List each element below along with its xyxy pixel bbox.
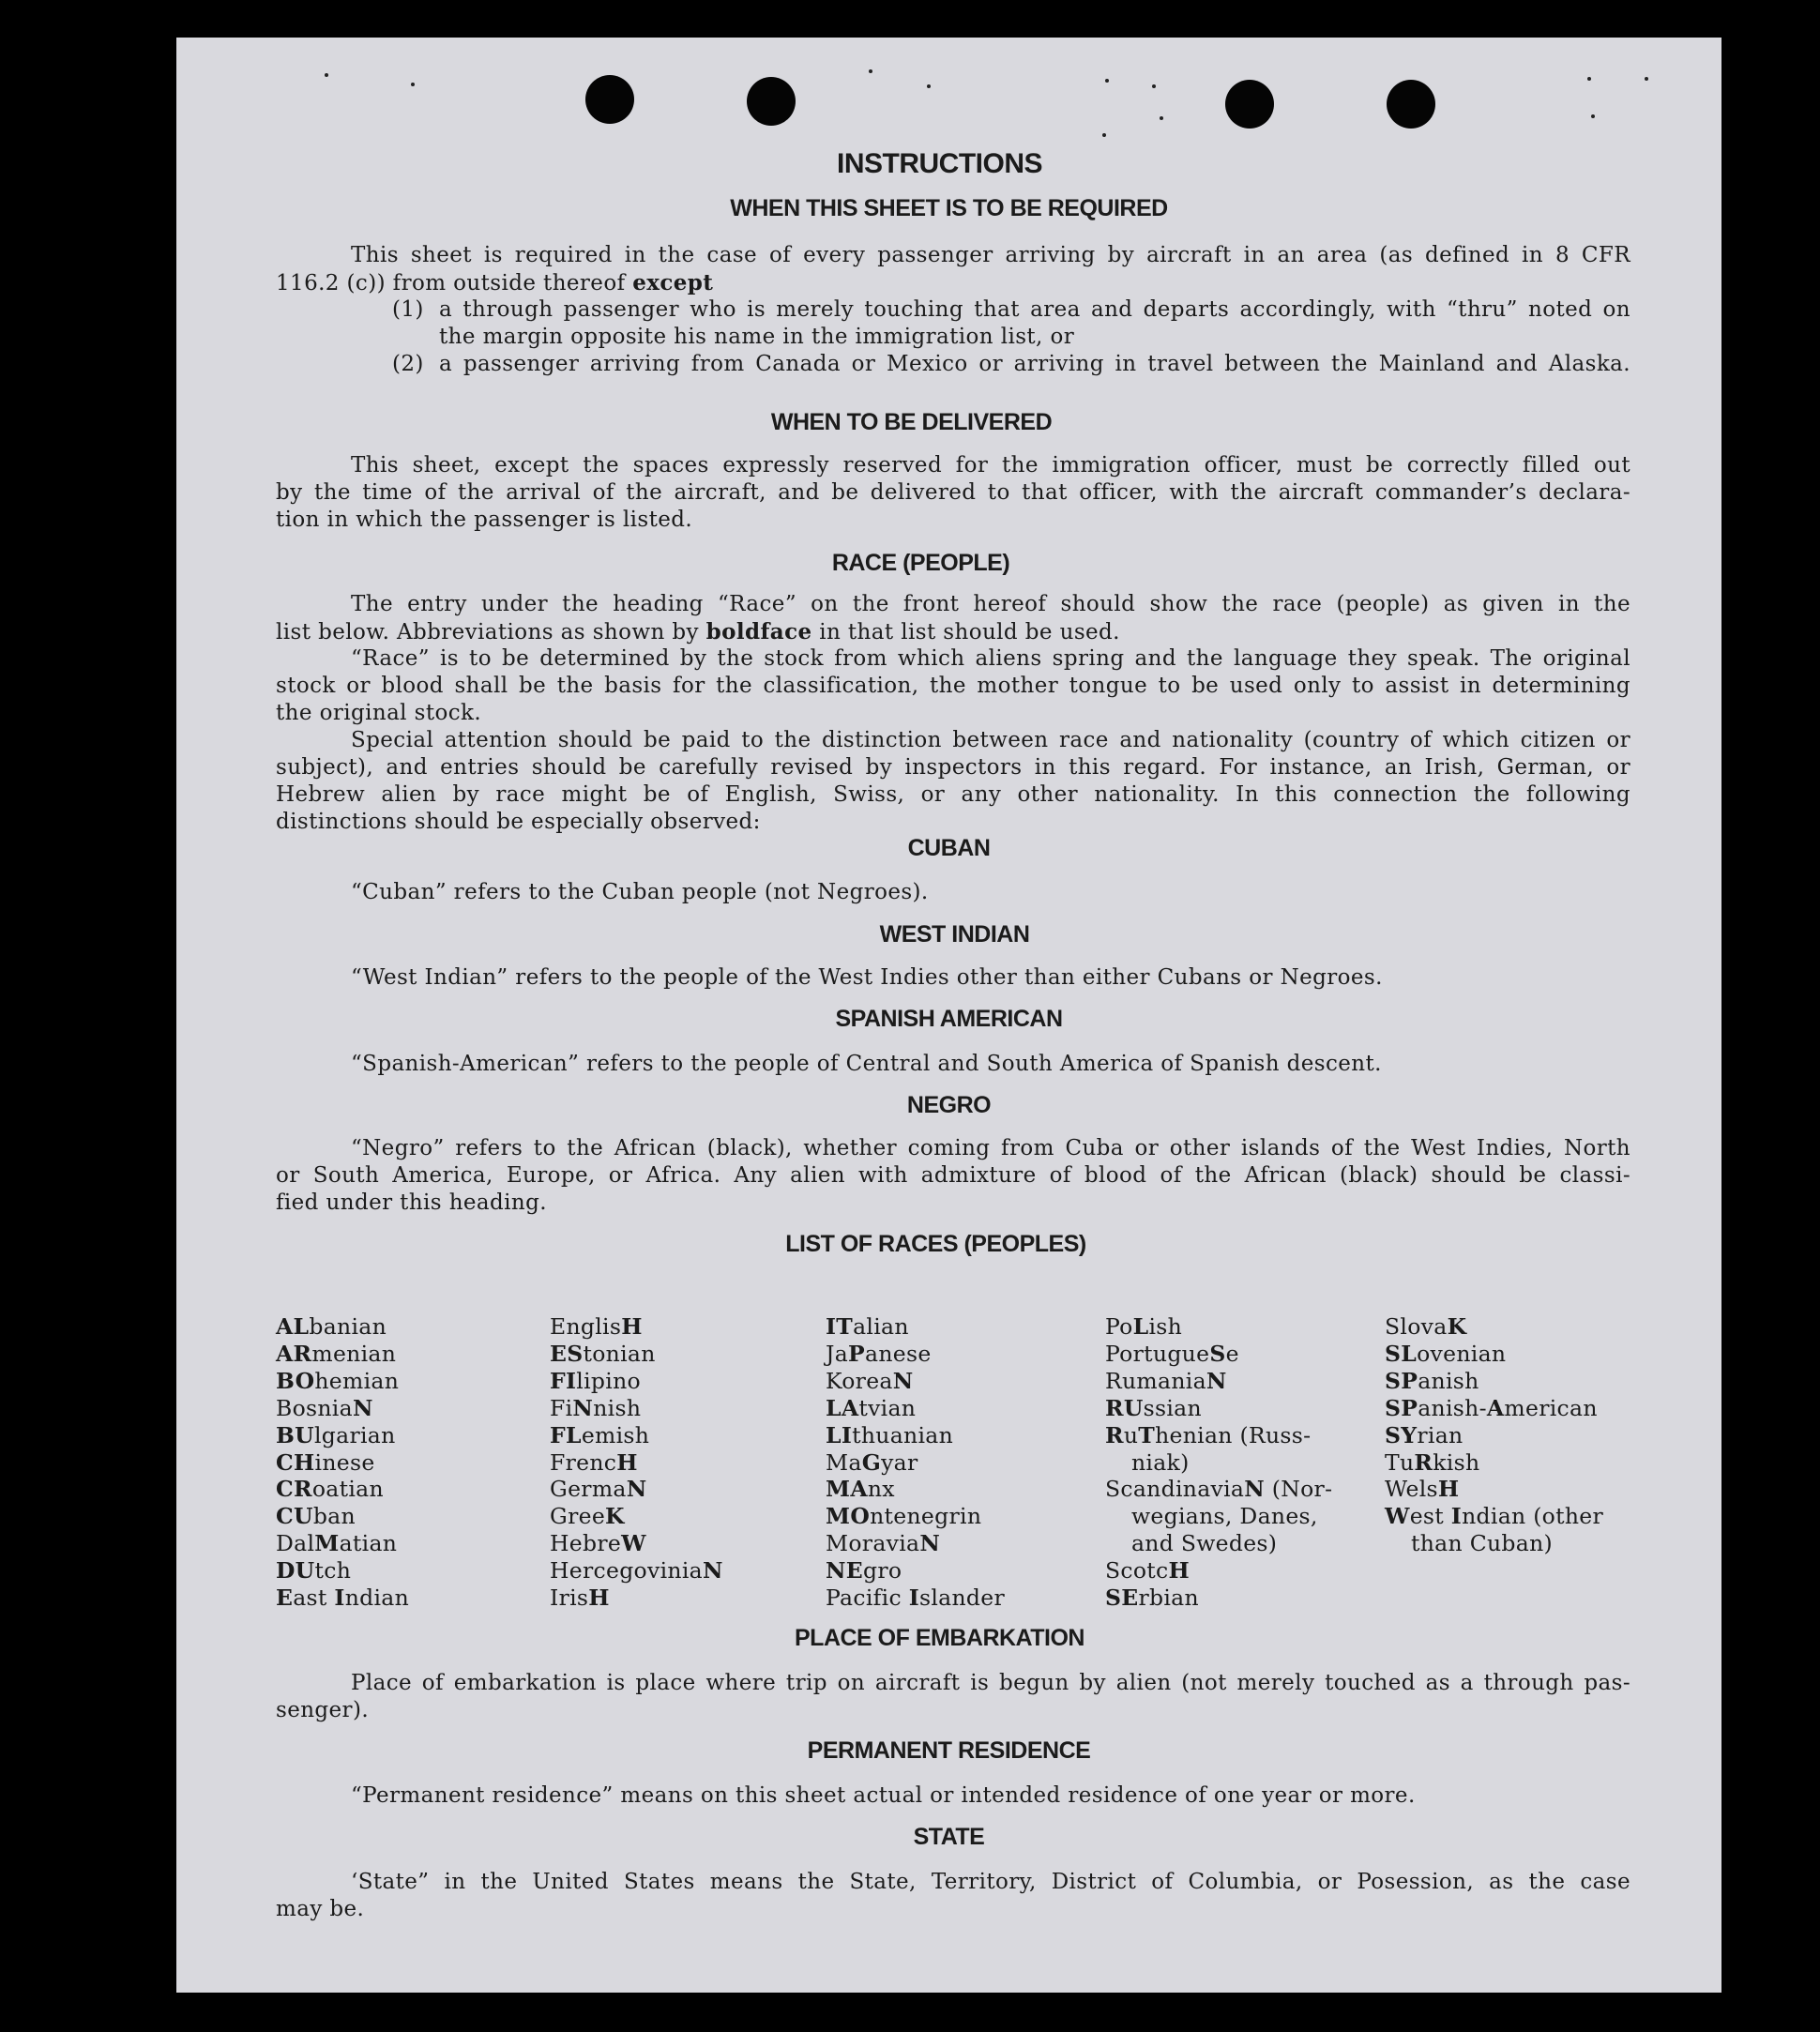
race-abbreviation: CR <box>276 1476 312 1503</box>
paragraph-line: or South America, Europe, or Africa. Any alien with admixture of blood of the African (black) should be classi- <box>276 1163 1630 1188</box>
race-text: thuanian <box>852 1421 954 1448</box>
race-abbreviation: I <box>908 1585 919 1612</box>
race-abbreviation: NE <box>826 1557 863 1585</box>
race-entry <box>1105 1585 1332 1612</box>
race-entry <box>826 1449 1005 1477</box>
race-text: ntenegrin <box>870 1503 982 1530</box>
race-entry <box>276 1341 409 1368</box>
race-text: tvian <box>858 1394 917 1421</box>
speck <box>325 73 328 77</box>
race-abbreviation: ES <box>550 1340 584 1367</box>
race-text: kish <box>1433 1448 1480 1476</box>
race-entry <box>550 1557 723 1585</box>
race-entry <box>1105 1395 1332 1422</box>
race-text: Korea <box>826 1367 893 1394</box>
race-abbreviation: I <box>334 1585 345 1612</box>
race-entry <box>550 1395 723 1422</box>
race-entry <box>550 1341 723 1368</box>
speck <box>1591 114 1595 118</box>
race-abbreviation: P <box>848 1340 866 1367</box>
race-abbreviation: M <box>314 1530 340 1557</box>
speck <box>1160 116 1163 120</box>
paragraph-line: “Spanish-American” refers to the people of Central and South America of Spanish descent. <box>351 1052 1382 1076</box>
race-abbreviation: RU <box>1105 1394 1144 1421</box>
race-entry <box>550 1585 723 1612</box>
section-heading-cuban: CUBAN <box>907 835 991 861</box>
race-text: emish <box>581 1421 650 1448</box>
speck <box>1102 133 1106 137</box>
race-abbreviation: W <box>621 1530 646 1557</box>
paragraph-line: tion in which the passenger is listed. <box>276 508 693 532</box>
race-entry <box>550 1422 723 1449</box>
race-text: yar <box>881 1448 918 1476</box>
race-entry <box>1385 1503 1603 1530</box>
race-abbreviation: DU <box>276 1557 315 1585</box>
race-entry <box>276 1585 409 1612</box>
race-text: ish <box>1148 1313 1183 1340</box>
punch-hole <box>1387 80 1435 129</box>
race-text: ssian <box>1143 1394 1202 1421</box>
race-text: rian <box>1417 1421 1464 1448</box>
speck <box>411 83 415 86</box>
paragraph-line: stock or blood shall be the basis for the classification, the mother tongue to be used only to assist in determining <box>276 674 1630 698</box>
race-entry <box>826 1368 1005 1395</box>
section-heading-state: STATE <box>913 1824 985 1850</box>
race-text: e <box>1225 1340 1239 1367</box>
race-text: Hebre <box>550 1530 622 1557</box>
paragraph-line: “West Indian” refers to the people of the West Indies other than either Cubans or Negroes. <box>351 965 1383 990</box>
document-page <box>176 38 1721 1993</box>
speck <box>1587 77 1591 81</box>
race-text: Rumania <box>1105 1367 1206 1394</box>
race-abbreviation: S <box>1209 1340 1226 1367</box>
race-text: ban <box>312 1503 356 1530</box>
race-abbreviation: SP <box>1385 1367 1418 1394</box>
race-abbreviation: CU <box>276 1503 313 1530</box>
race-entry <box>1385 1422 1603 1449</box>
race-text: Germa <box>550 1476 627 1503</box>
race-text: Portugue <box>1105 1340 1210 1367</box>
race-entry <box>826 1476 1005 1503</box>
race-entry <box>1385 1530 1603 1557</box>
punch-hole <box>1225 80 1274 129</box>
bold-word: except <box>632 270 714 296</box>
race-text: niak) <box>1131 1448 1190 1476</box>
race-abbreviation: SP <box>1385 1394 1418 1421</box>
speck <box>1152 84 1156 88</box>
race-text: anese <box>865 1340 932 1367</box>
race-text: Ja <box>826 1340 849 1367</box>
race-entry <box>550 1368 723 1395</box>
race-entry <box>826 1341 1005 1368</box>
race-entry <box>1105 1503 1332 1530</box>
text-span: 116.2 (c)) from outside thereof <box>276 271 633 296</box>
paragraph-line: distinctions should be especially observed: <box>276 810 761 834</box>
race-abbreviation: MO <box>826 1503 871 1530</box>
race-abbreviation: A <box>1486 1394 1505 1421</box>
race-text: Tu <box>1385 1448 1415 1476</box>
race-abbreviation: H <box>588 1585 610 1612</box>
race-abbreviation: N <box>702 1557 723 1585</box>
speck <box>1645 77 1648 81</box>
race-text: Moravia <box>826 1530 920 1557</box>
speck <box>869 69 872 73</box>
race-entry <box>1105 1557 1332 1585</box>
race-text: Hercegovinia <box>550 1557 703 1585</box>
race-abbreviation: N <box>892 1367 914 1394</box>
race-entry <box>276 1368 409 1395</box>
race-entry <box>550 1476 723 1503</box>
section-heading-residence: PERMANENT RESIDENCE <box>807 1737 1091 1764</box>
race-entry <box>1385 1449 1603 1477</box>
race-abbreviation: AR <box>276 1340 312 1367</box>
race-abbreviation: R <box>1414 1448 1433 1476</box>
race-entry <box>1105 1449 1332 1477</box>
race-text: Englis <box>550 1313 622 1340</box>
paragraph-line: Place of embarkation is place where trip on aircraft is begun by alien (not merely touched as a through pas- <box>351 1671 1630 1695</box>
race-text: nish <box>593 1394 642 1421</box>
race-entry <box>276 1449 409 1477</box>
paragraph-line: “Cuban” refers to the Cuban people (not Negroes). <box>351 880 929 904</box>
race-text: alian <box>853 1313 909 1340</box>
speck <box>927 84 931 88</box>
bold-word: boldface <box>705 619 812 644</box>
race-entry <box>826 1585 1005 1612</box>
race-text: nx <box>867 1476 895 1503</box>
races-column <box>276 1313 409 1612</box>
race-text: lgarian <box>313 1421 396 1448</box>
race-text: ast <box>293 1585 335 1612</box>
race-entry <box>550 1313 723 1341</box>
race-text: Gree <box>550 1503 606 1530</box>
race-text: Iris <box>550 1585 589 1612</box>
race-text: atian <box>339 1530 398 1557</box>
race-text: banian <box>309 1313 387 1340</box>
paragraph-line <box>276 618 1630 646</box>
paragraph-line: ‘State” in the United States means the State, Territory, District of Columbia, or Posession, as the case <box>351 1870 1630 1894</box>
race-entry <box>1105 1368 1332 1395</box>
race-entry <box>826 1395 1005 1422</box>
race-abbreviation: MA <box>826 1476 868 1503</box>
race-text: Scotc <box>1105 1557 1169 1585</box>
race-abbreviation: G <box>861 1448 882 1476</box>
paragraph-line: “Negro” refers to the African (black), whether coming from Cuba or other islands of the West Indies, North <box>351 1136 1630 1160</box>
race-entry <box>826 1503 1005 1530</box>
paragraph-line: The entry under the heading “Race” on the front hereof should show the race (people) as given in the <box>351 592 1630 616</box>
race-abbreviation: AL <box>276 1313 310 1340</box>
race-abbreviation: H <box>1437 1476 1460 1503</box>
race-abbreviation: W <box>1385 1503 1410 1530</box>
race-abbreviation: BO <box>276 1367 315 1394</box>
punch-hole <box>747 77 796 126</box>
text-span: in that list should be used. <box>811 620 1120 644</box>
list-item-line: a through passenger who is merely touching that area and departs accordingly, with “thru” noted on <box>439 297 1630 322</box>
race-abbreviation: LI <box>826 1421 853 1448</box>
section-heading-negro: NEGRO <box>906 1092 992 1118</box>
list-number: (1) <box>392 297 424 322</box>
race-entry <box>826 1313 1005 1341</box>
race-abbreviation: N <box>1244 1476 1265 1503</box>
race-abbreviation: N <box>919 1530 941 1557</box>
race-abbreviation: H <box>621 1313 643 1340</box>
race-entry <box>1385 1313 1603 1341</box>
list-number: (2) <box>392 352 424 376</box>
race-entry <box>1105 1422 1332 1449</box>
race-abbreviation: FL <box>550 1421 582 1448</box>
race-abbreviation: CH <box>276 1448 315 1476</box>
race-abbreviation: T <box>1138 1421 1156 1448</box>
race-abbreviation: L <box>1132 1313 1149 1340</box>
race-text: wegians, Danes, <box>1131 1503 1318 1530</box>
race-entry <box>826 1422 1005 1449</box>
race-entry <box>826 1557 1005 1585</box>
page-title: INSTRUCTIONS <box>837 148 1042 179</box>
race-text: inese <box>314 1448 375 1476</box>
punch-hole <box>585 75 634 124</box>
race-text: Frenc <box>550 1448 617 1476</box>
speck <box>1105 79 1109 83</box>
race-text: Dal <box>276 1530 315 1557</box>
race-text: Ma <box>826 1448 862 1476</box>
race-text: Po <box>1105 1313 1133 1340</box>
race-entry <box>276 1422 409 1449</box>
race-text: ndian (other <box>1462 1503 1604 1530</box>
section-heading-west-indian: WEST INDIAN <box>879 921 1030 948</box>
race-text: menian <box>311 1340 397 1367</box>
race-text: slander <box>919 1585 1006 1612</box>
race-entry <box>276 1395 409 1422</box>
race-abbreviation: IT <box>826 1313 854 1340</box>
race-entry <box>1385 1368 1603 1395</box>
race-text: ndian <box>344 1585 410 1612</box>
race-text: Bosnia <box>276 1394 353 1421</box>
race-entry <box>1105 1341 1332 1368</box>
races-column <box>1105 1313 1332 1612</box>
section-heading-required: WHEN THIS SHEET IS TO BE REQUIRED <box>730 195 1168 221</box>
race-text: oatian <box>311 1476 384 1503</box>
paragraph-line: senger). <box>276 1698 370 1722</box>
race-abbreviation: H <box>616 1448 638 1476</box>
section-heading-delivered: WHEN TO BE DELIVERED <box>770 409 1053 435</box>
race-text: lipino <box>576 1367 641 1394</box>
race-text: anish- <box>1418 1394 1487 1421</box>
race-abbreviation: R <box>1105 1421 1124 1448</box>
paragraph-line: subject), and entries should be carefully revised by inspectors in this regard. For instance, an Irish, German, or <box>276 755 1630 780</box>
race-abbreviation: SE <box>1105 1585 1139 1612</box>
paragraph-line: “Race” is to be determined by the stock from which aliens spring and the language they speak. The original <box>351 646 1630 671</box>
paragraph-line: Special attention should be paid to the distinction between race and nationality (country of which citizen or <box>351 728 1630 752</box>
paragraph-line: “Permanent residence” means on this sheet actual or intended residence of one year or more. <box>351 1783 1416 1808</box>
races-column <box>1385 1313 1603 1557</box>
race-text: rbian <box>1138 1585 1199 1612</box>
race-entry <box>826 1530 1005 1557</box>
race-text: est <box>1409 1503 1451 1530</box>
race-text: Scandinavia <box>1105 1476 1245 1503</box>
race-text: and Swedes) <box>1131 1530 1278 1557</box>
race-abbreviation: K <box>605 1503 625 1530</box>
race-text: gro <box>863 1557 902 1585</box>
paragraph-line: This sheet is required in the case of every passenger arriving by aircraft in an area (as defined in 8 CFR <box>351 243 1630 267</box>
race-entry <box>550 1503 723 1530</box>
section-heading-race: RACE (PEOPLE) <box>831 550 1010 576</box>
race-entry <box>550 1530 723 1557</box>
race-abbreviation: BU <box>276 1421 314 1448</box>
race-abbreviation: H <box>1168 1557 1191 1585</box>
text-span: list below. Abbreviations as shown by <box>276 620 706 644</box>
section-heading-embarkation: PLACE OF EMBARKATION <box>795 1625 1084 1651</box>
race-text: hemian <box>314 1367 400 1394</box>
race-text: henian (Russ- <box>1155 1421 1312 1448</box>
race-text: Wels <box>1385 1476 1438 1503</box>
section-heading-list-of-races: LIST OF RACES (PEOPLES) <box>785 1231 1086 1257</box>
paragraph-line: the original stock. <box>276 701 482 725</box>
race-entry <box>1385 1476 1603 1503</box>
race-text: tch <box>314 1557 352 1585</box>
race-entry <box>1385 1395 1603 1422</box>
race-abbreviation: N <box>626 1476 647 1503</box>
race-abbreviation: K <box>1447 1313 1467 1340</box>
race-text: merican <box>1504 1394 1598 1421</box>
race-abbreviation: I <box>1450 1503 1463 1530</box>
race-text: anish <box>1418 1367 1479 1394</box>
race-entry <box>1105 1530 1332 1557</box>
race-abbreviation: LA <box>826 1394 859 1421</box>
races-column <box>826 1313 1005 1612</box>
race-text: ovenian <box>1417 1340 1507 1367</box>
paragraph-line: fied under this heading. <box>276 1190 547 1215</box>
race-abbreviation: SL <box>1385 1340 1418 1367</box>
races-column <box>550 1313 723 1612</box>
list-item-line: a passenger arriving from Canada or Mexico or arriving in travel between the Mainland and Alaska. <box>439 352 1630 376</box>
race-text: Slova <box>1385 1313 1448 1340</box>
race-abbreviation: SY <box>1385 1421 1418 1448</box>
race-abbreviation: N <box>1206 1367 1227 1394</box>
paragraph-line: Hebrew alien by race might be of English, Swiss, or any other nationality. In this connection the following <box>276 782 1630 807</box>
race-abbreviation: FI <box>550 1367 577 1394</box>
paragraph-line: may be. <box>276 1897 365 1921</box>
race-entry <box>276 1530 409 1557</box>
race-entry <box>276 1557 409 1585</box>
race-text: (Nor- <box>1265 1476 1333 1503</box>
race-abbreviation: E <box>276 1585 294 1612</box>
race-entry <box>276 1476 409 1503</box>
list-item-line: the margin opposite his name in the immigration list, or <box>439 325 1075 349</box>
race-entry <box>276 1503 409 1530</box>
race-entry <box>1385 1341 1603 1368</box>
race-entry <box>1105 1313 1332 1341</box>
paragraph-line <box>276 269 1630 297</box>
race-text: Fi <box>550 1394 573 1421</box>
race-abbreviation: N <box>572 1394 594 1421</box>
section-heading-spanish-american: SPANISH AMERICAN <box>835 1006 1063 1032</box>
race-entry <box>550 1449 723 1477</box>
paragraph-line: This sheet, except the spaces expressly reserved for the immigration officer, must be correctly filled out <box>351 453 1630 478</box>
race-text: u <box>1123 1421 1139 1448</box>
race-text: than Cuban) <box>1411 1530 1553 1557</box>
race-text: tonian <box>583 1340 656 1367</box>
race-abbreviation: N <box>352 1394 373 1421</box>
paragraph-line: by the time of the arrival of the aircraft, and be delivered to that officer, with the aircraft commander’s declara- <box>276 480 1630 505</box>
race-entry <box>276 1313 409 1341</box>
race-text: Pacific <box>826 1585 909 1612</box>
race-entry <box>1105 1476 1332 1503</box>
